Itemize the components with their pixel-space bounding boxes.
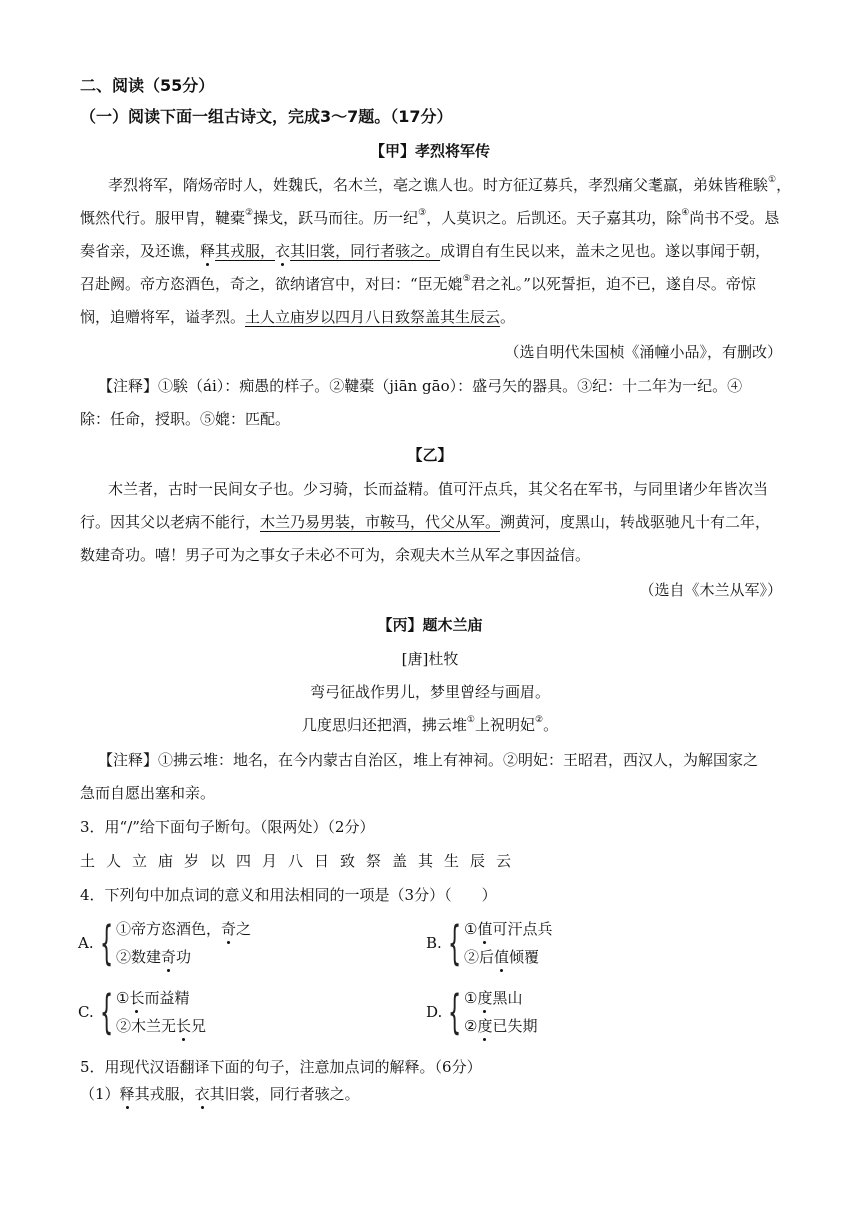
jia-line-1: 孝烈将军，隋炀帝时人，姓魏氏，名木兰，亳之谯人也。时方征辽募兵，孝烈痛父耄羸，弟妹皆稚騃①， (108, 175, 792, 194)
yi-line-2: 行。因其父以老病不能行，木兰乃易男装，市鞍马，代父从军。溯黄河，度黑山，转战驱驰凡十有二年， (80, 513, 771, 531)
dotted-char: 衣 (275, 242, 291, 260)
yi-title: 【乙】 (407, 446, 453, 464)
yi-line-3: 数建奇功。嘻！男子可为之事女子未必不可为，余观夫木兰从军之事因益信。 (80, 546, 591, 564)
jia-line-4: 召赴阙。帝方恣酒色，奇之，欲纳诸宫中，对曰：“臣无媲⑤君之礼。”以死誓拒，迫不已，遂自尽。帝惊 (80, 274, 756, 293)
group-title: （一）阅读下面一组古诗文，完成3～7题。（17分） (80, 107, 453, 126)
bing-note-2: 急而自愿出塞和亲。 (80, 784, 216, 802)
question-5-sentence-1: （1）释其戎服，衣其旧裳，同行者骇之。 (80, 1085, 360, 1103)
option-a-sentence-2: ②数建奇功 (116, 948, 192, 966)
bing-author: [唐]杜牧 (401, 650, 459, 668)
brace-icon: { (448, 985, 462, 1039)
yi-source: （选自《木兰从军》） (639, 581, 782, 599)
jia-note-1: 【注释】①騃（ái）：痴愚的样子。②鞬橐（jiān gāo）：盛弓矢的器具。③纪：十二年为一纪。④ (98, 377, 743, 395)
option-a-sentence-1: ①帝方恣酒色，奇之 (116, 920, 252, 938)
option-b-sentence-2: ②后值倾覆 (464, 948, 540, 966)
brace-icon: { (100, 916, 114, 970)
jia-line-2: 慨然代行。服甲胄，鞬橐②操戈，跃马而往。历一纪③，人莫识之。后凯还。天子嘉其功，除④尚书不受。恳 (80, 208, 780, 227)
option-d-label[interactable]: D. (426, 1003, 443, 1021)
option-d-sentence-2: ②度已失期 (464, 1017, 538, 1035)
jia-line-3: 奏省亲，及还谯，释其戎服，衣其旧裳，同行者骇之。成谓自有生民以来，盖未之见也。遂以事闻于朝， (80, 242, 771, 260)
jia-source: （选自明代朱国桢《涌幢小品》，有删改） (504, 343, 782, 361)
poem-line-2: 几度思归还把酒，拂云堆①上祝明妃②。 (301, 715, 559, 734)
underlined-sentence: 土人立庙岁以四月八日致祭盖其生辰云 (245, 308, 501, 326)
bing-note-1: 【注释】①拂云堆：地名，在今内蒙古自治区，堆上有神祠。②明妃：王昭君，西汉人，为解国家之 (98, 751, 759, 769)
underlined-sentence: 木兰乃易男装，市鞍马，代父从军。 (260, 513, 501, 531)
question-3-stem: 3．用“/”给下面句子断句。（限两处）（2分） (80, 818, 375, 836)
option-c-label[interactable]: C. (78, 1003, 94, 1021)
option-c-sentence-2: ②木兰无长兄 (116, 1017, 207, 1035)
option-a-label[interactable]: A. (78, 934, 94, 952)
option-b-label[interactable]: B. (426, 934, 442, 952)
question-4-stem: 4．下列句中加点词的意义和用法相同的一项是（3分）（ ） (80, 886, 497, 904)
poem-line-1: 弯弓征战作男儿，梦里曾经与画眉。 (309, 683, 550, 701)
option-b-sentence-1: ①值可汗点兵 (464, 920, 553, 938)
option-d-sentence-1: ①度黑山 (464, 989, 523, 1007)
option-c-sentence-1: ①长而益精 (116, 989, 190, 1007)
question-5-stem: 5．用现代汉语翻译下面的句子，注意加点词的解释。（6分） (80, 1058, 482, 1076)
question-3-sentence: 土人立庙岁以四月八日致祭盖其生辰云 (80, 852, 523, 870)
brace-icon: { (448, 916, 462, 970)
brace-icon: { (100, 985, 114, 1039)
yi-line-1: 木兰者，古时一民间女子也。少习骑，长而益精。值可汗点兵，其父名在军书，与同里诸少年皆次当 (108, 480, 769, 498)
jia-title: 【甲】孝烈将军传 (369, 142, 490, 160)
bing-title: 【丙】题木兰庙 (377, 616, 483, 634)
dotted-char: 释 (200, 242, 216, 260)
jia-line-5: 悯，追赠将军，谥孝烈。土人立庙岁以四月八日致祭盖其生辰云。 (80, 308, 516, 326)
section-title: 二、阅读（55分） (80, 76, 215, 95)
jia-note-2: 除：任命，授职。⑤媲：匹配。 (80, 410, 291, 428)
